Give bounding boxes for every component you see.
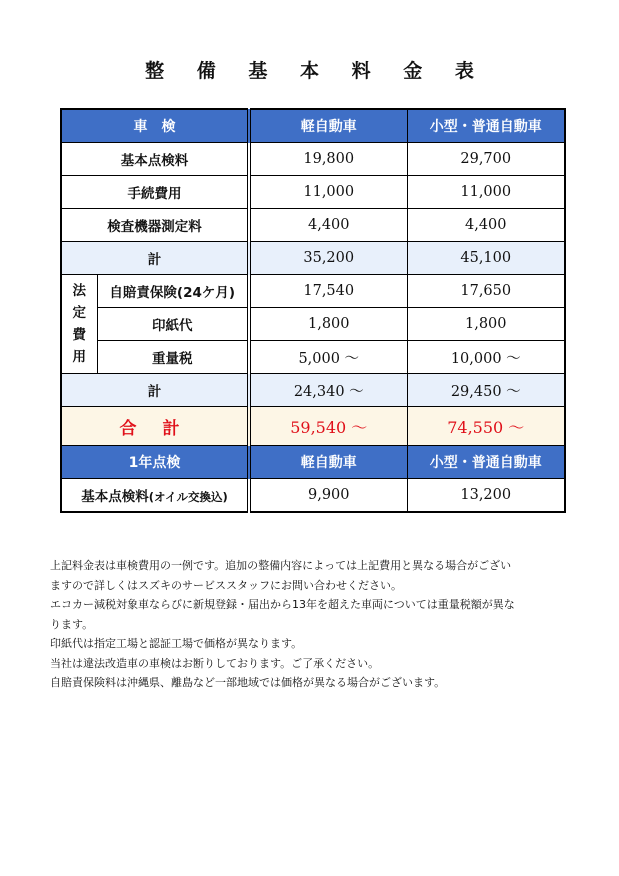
price-futsu: 29,700 xyxy=(407,143,565,176)
grand-total-label: 合 計 xyxy=(61,407,249,446)
header-kei: 軽自動車 xyxy=(249,446,407,479)
subtotal-row xyxy=(61,242,565,275)
table-row xyxy=(61,176,565,209)
row-label: 印紙代 xyxy=(97,308,249,341)
table-row xyxy=(61,479,565,513)
annual-label-note: (オイル交換込) xyxy=(148,490,228,504)
table-row xyxy=(61,143,565,176)
subtotal-kei: 24,340 ～ xyxy=(249,374,407,407)
annual-header-row xyxy=(61,446,565,479)
price-futsu: 10,000 ～ xyxy=(407,341,565,374)
note-line: 自賠責保険料は沖縄県、離島など一部地域では価格が異なる場合がございます。 xyxy=(50,676,446,689)
row-label: 自賠責保険(24ケ月) xyxy=(97,275,249,308)
grand-total-row xyxy=(61,407,565,446)
price-kei: 1,800 xyxy=(249,308,407,341)
page-title: 整 備 基 本 料 金 表 xyxy=(145,60,487,82)
header-kei: 軽自動車 xyxy=(249,109,407,143)
legal-char: 法 xyxy=(72,283,86,299)
subtotal-row xyxy=(61,374,565,407)
header-futsu: 小型・普通自動車 xyxy=(407,109,565,143)
note-line: エコカー減税対象車ならびに新規登録・届出から13年を超えた車両については重量税額が異な xyxy=(50,598,515,611)
price-kei: 19,800 xyxy=(249,143,407,176)
grand-total-futsu: 74,550 ～ xyxy=(407,407,565,446)
annual-row-label xyxy=(61,479,249,513)
subtotal-kei: 35,200 xyxy=(249,242,407,275)
subtotal-futsu: 45,100 xyxy=(407,242,565,275)
table-row xyxy=(61,275,565,308)
note-line: 当社は違法改造車の車検はお断りしております。ご了承ください。 xyxy=(50,656,380,670)
table-row xyxy=(61,341,565,374)
price-table xyxy=(60,108,566,513)
row-label: 検査機器測定料 xyxy=(61,209,249,242)
note-line: 上記料金表は車検費用の一例です。追加の整備内容によっては上記費用と異なる場合がござい xyxy=(50,559,512,572)
legal-char: 費 xyxy=(72,327,86,343)
note-line: 印紙代は指定工場と認証工場で価格が異なります。 xyxy=(50,637,303,650)
subtotal-label: 計 xyxy=(61,242,249,275)
annual-header-label: 1年点検 xyxy=(61,446,249,479)
price-futsu: 1,800 xyxy=(407,308,565,341)
legal-char: 用 xyxy=(72,349,86,365)
shaken-header-label: 車 検 xyxy=(61,109,249,143)
price-kei: 9,900 xyxy=(249,479,407,513)
price-futsu: 4,400 xyxy=(407,209,565,242)
shaken-header-row xyxy=(61,109,565,143)
legal-char: 定 xyxy=(72,305,86,321)
price-kei: 4,400 xyxy=(249,209,407,242)
price-kei: 17,540 xyxy=(249,275,407,308)
note-line: ります。 xyxy=(50,617,94,631)
grand-total-kei: 59,540 ～ xyxy=(249,407,407,446)
row-label: 基本点検料 xyxy=(61,143,249,176)
annual-label-main: 基本点検料 xyxy=(81,489,149,505)
price-kei: 11,000 xyxy=(249,176,407,209)
price-futsu: 17,650 xyxy=(407,275,565,308)
price-futsu: 11,000 xyxy=(407,176,565,209)
note-line: ますので詳しくはスズキのサービススタッフにお問い合わせください。 xyxy=(50,578,402,592)
price-kei: 5,000 ～ xyxy=(249,341,407,374)
table-row xyxy=(61,209,565,242)
row-label: 手続費用 xyxy=(61,176,249,209)
subtotal-futsu: 29,450 ～ xyxy=(407,374,565,407)
row-label: 重量税 xyxy=(97,341,249,374)
header-futsu: 小型・普通自動車 xyxy=(407,446,565,479)
notes xyxy=(50,556,570,693)
table-row xyxy=(61,308,565,341)
subtotal-label: 計 xyxy=(61,374,249,407)
price-futsu: 13,200 xyxy=(407,479,565,513)
legal-fees-group-label xyxy=(61,275,97,374)
